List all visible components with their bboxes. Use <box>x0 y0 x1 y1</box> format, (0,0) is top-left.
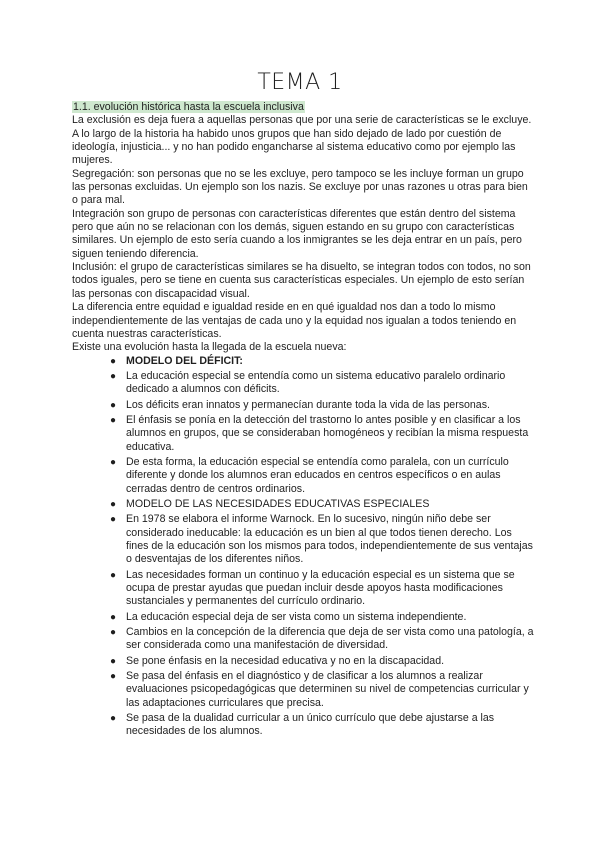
list-item <box>110 497 534 511</box>
list-item-text: En 1978 se elabora el informe Warnock. En lo sucesivo, ningún niño debe ser considerado ineducable: la educación es un bien al que todos tienen derecho. Los fines de la educación son los mismos para todos, independientemente de sus ventajas o desventajas de los diferentes niños. <box>126 513 533 566</box>
bullet-icon: ● <box>110 713 117 725</box>
list-item <box>110 712 534 739</box>
list-item-text: Se pasa del énfasis en el diagnóstico y de clasificar a los alumnos a realizar evaluaciones psicopedagógicas que determinen su nivel de competencias curricular y las adaptaciones curriculares que precisa. <box>126 670 529 709</box>
list-item-text: La educación especial se entendía como un sistema educativo paralelo ordinario dedicado a alumnos con déficits. <box>126 369 506 396</box>
bullet-icon: ● <box>110 355 117 367</box>
list-item-text: El énfasis se ponía en la detección del trastorno lo antes posible y en clasificar a los alumnos en grupos, que se consideraban homogéneos y recibían la misma respuesta educativa. <box>126 413 529 453</box>
bullet-icon: ● <box>110 414 117 426</box>
section-heading <box>72 101 534 114</box>
bullet-icon: ● <box>110 399 117 411</box>
bullet-icon: ● <box>110 514 117 526</box>
list-item <box>110 455 534 496</box>
bullet-list <box>72 355 534 739</box>
paragraph-segregation: Segregación: son personas que no se les excluye, pero tampoco se les incluye forman un grupo las personas excluidas. Un ejemplo son los nazis. Se excluye por unas razones u otras para bien o para mal. <box>72 167 528 207</box>
list-item-text: MODELO DE LAS NECESIDADES EDUCATIVAS ESPECIALES <box>126 497 430 510</box>
list-item-text: Se pasa de la dualidad curricular a un único currículo que debe ajustarse a las necesidades de los alumnos. <box>126 712 495 738</box>
paragraph-exclusion: La exclusión es deja fuera a aquellas personas que por una serie de características se le excluye. A lo largo de la historia ha habido unos grupos que han sido dejado de lado por cuestión de ideología, injusticia... y no han podido engancharse al sistema educativo como por ejemplo las mujeres. <box>72 114 532 167</box>
list-item-text: Las necesidades forman un continuo y la educación especial es un sistema que se ocupa de prestar ayudas que puedan incluir desde apoyos hasta modificaciones sustanciales y permanentes del currículo ordinario. <box>126 568 515 608</box>
paragraph-inclusion: Inclusión: el grupo de características similares se ha disuelto, se integran todos con todos, no son todos iguales, pero se tiene en cuenta sus características especiales. Un ejemplo de esto serían las personas con discapacidad visual. <box>72 261 531 300</box>
list-item-text: MODELO DEL DÉFICIT: <box>126 354 243 367</box>
list-item <box>110 369 534 397</box>
bullet-icon: ● <box>110 627 117 639</box>
list-item <box>110 354 534 368</box>
bullet-icon: ● <box>110 370 117 382</box>
paragraph-equity: La diferencia entre equidad e igualdad reside en en qué igualdad nos dan a todo lo mismo independientemente de las ventajas de cada uno y la equidad nos igualan a todos teniendo en cuenta nuestras características. <box>72 301 517 340</box>
paragraph-evolution-intro: Existe una evolución hasta la llegada de la escuela nueva: <box>72 341 347 354</box>
list-item-text: Se pone énfasis en la necesidad educativa y no en la discapacidad. <box>126 654 445 667</box>
paragraph-integration: Integración son grupo de personas con características diferentes que están dentro del sistema pero que aún no se relacionan con los demás, siguen estando en su grupo con características similares. Un ejemplo de esto sería cuando a los inmigrantes se les deja entrar en un país, pero siguen teniendo diferencia. <box>72 207 522 260</box>
list-item <box>110 513 534 566</box>
bullet-icon: ● <box>110 671 117 683</box>
list-item <box>110 654 534 668</box>
bullet-icon: ● <box>110 456 117 468</box>
list-item <box>110 568 534 609</box>
section-heading-highlight: 1.1. evolución histórica hasta la escuela inclusiva <box>73 101 304 113</box>
bullet-icon: ● <box>110 655 117 667</box>
list-item <box>110 398 534 412</box>
bullet-icon: ● <box>110 611 117 623</box>
list-item-text: Los déficits eran innatos y permanecían durante toda la vida de las personas. <box>126 398 490 411</box>
list-item <box>110 626 534 653</box>
list-item-text: De esta forma, la educación especial se entendía como paralela, con un currículo diferente y donde los alumnos eran educados en centros específicos o en aulas cerradas dentro de centros ordinarios. <box>126 455 509 495</box>
list-item-text: La educación especial deja de ser vista como un sistema independiente. <box>126 610 467 623</box>
list-item-text: Cambios en la concepción de la diferencia que deja de ser vista como una patología, a ser considerada como una manifestación de diversidad. <box>126 626 534 652</box>
list-item <box>110 670 534 710</box>
page-title: TEMA 1 <box>257 70 343 95</box>
bullet-icon: ● <box>110 498 117 510</box>
list-item <box>110 413 534 454</box>
list-item <box>110 610 534 624</box>
bullet-icon: ● <box>110 569 117 581</box>
document-body <box>72 101 534 741</box>
